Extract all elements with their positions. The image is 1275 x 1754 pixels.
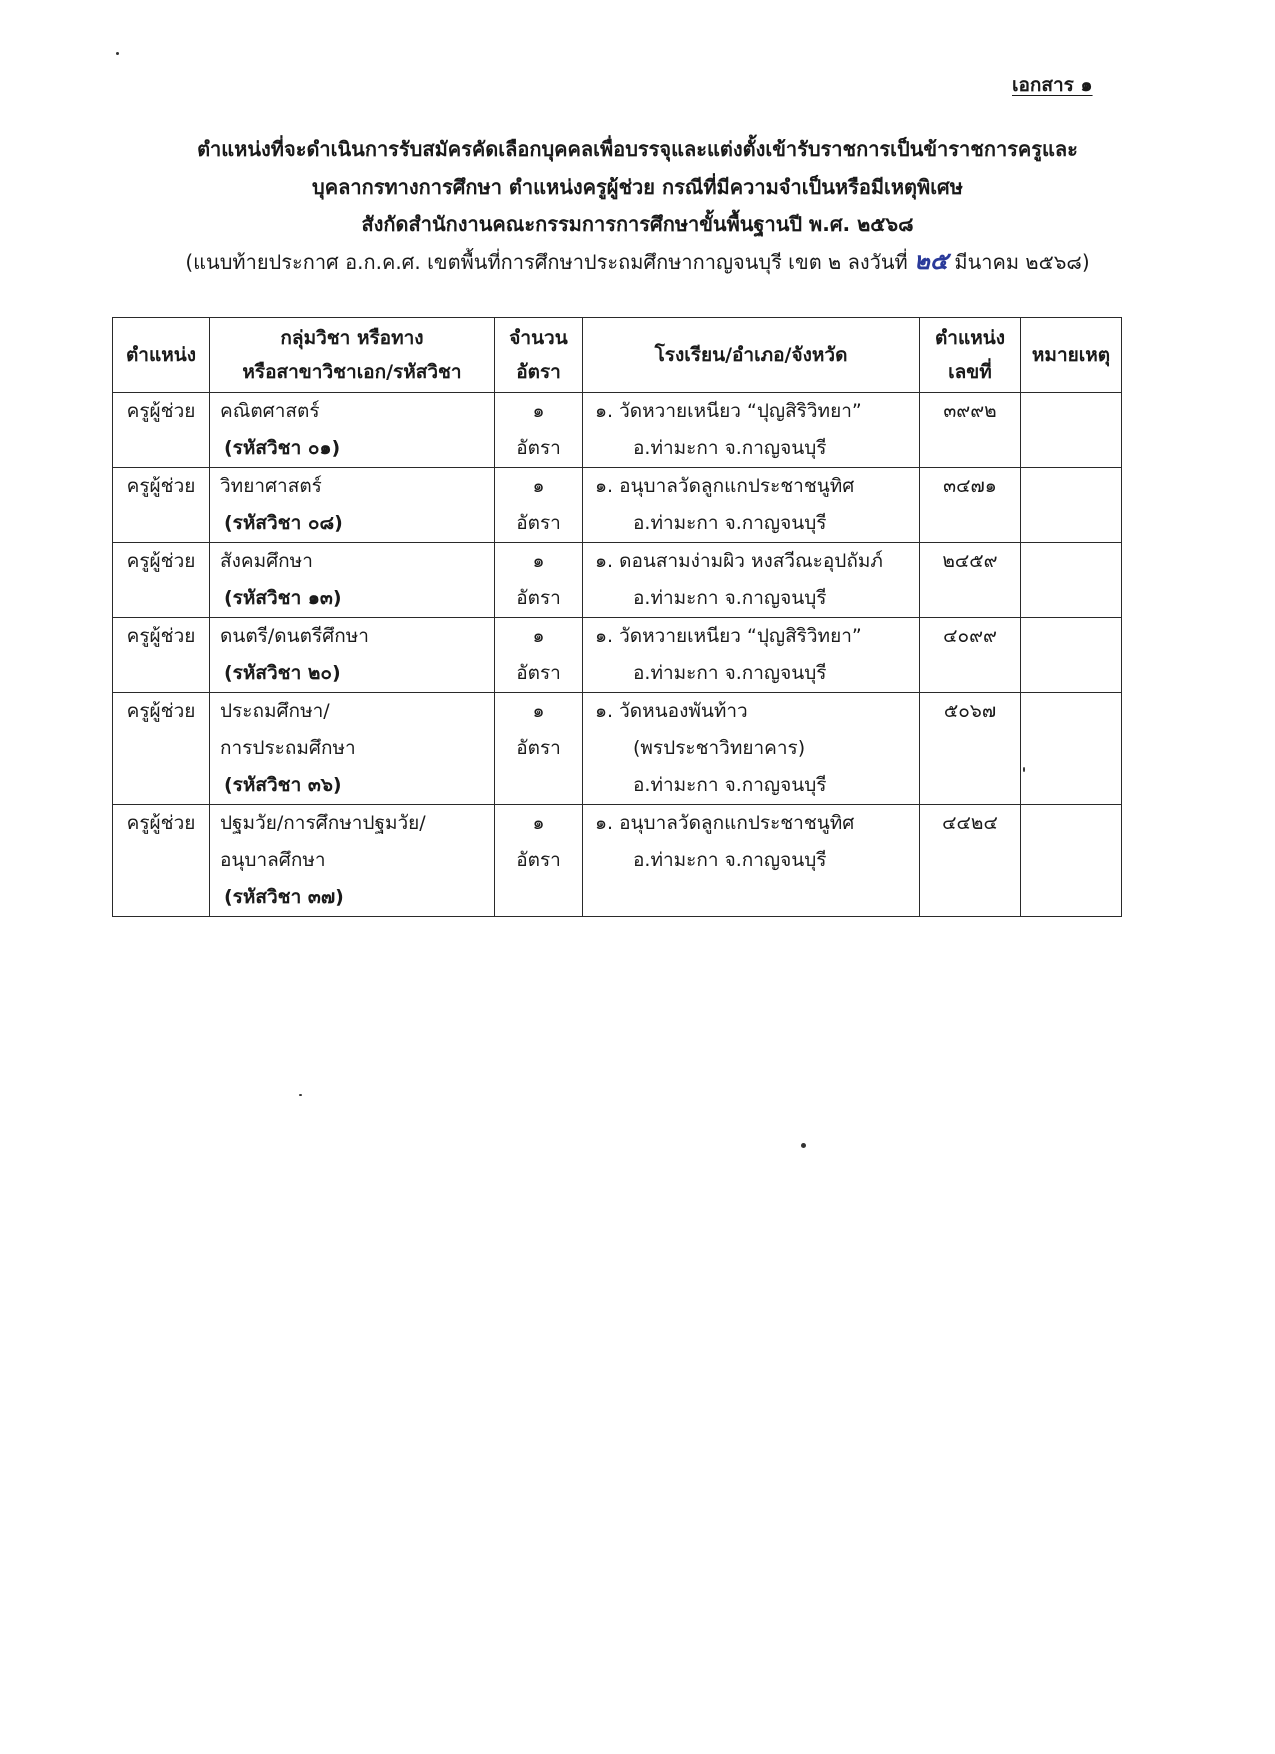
subject-name-cont: การประถมศึกษา <box>220 737 356 759</box>
subject-code: (รหัสวิชา ๑๓) <box>224 587 342 609</box>
count-cell <box>495 393 583 468</box>
school-cell <box>583 393 920 468</box>
subject-code: (รหัสวิชา ๒๐) <box>224 662 341 684</box>
subject-name: ประถมศึกษา/ <box>220 700 330 722</box>
school-name: ๑. วัดหนองพันท้าว <box>595 700 748 722</box>
count-cell <box>495 805 583 917</box>
school-name: ๑. ดอนสามง่ามผิว หงสวีณะอุปถัมภ์ <box>595 550 883 572</box>
document-label: เอกสาร ๑ <box>1012 74 1093 96</box>
subject-code: (รหัสวิชา ๓๗) <box>224 886 344 908</box>
header-note: หมายเหตุ <box>1021 318 1122 393</box>
header-school: โรงเรียน/อำเภอ/จังหวัด <box>583 318 920 393</box>
subject-cell <box>210 805 495 917</box>
count-value: ๑ <box>532 812 545 834</box>
title-line-3: สังกัดสำนักงานคณะกรรมการการศึกษาขั้นพื้นฐานปี พ.ศ. ๒๕๖๘ <box>361 212 914 236</box>
school-location: อ.ท่ามะกา จ.กาญจนบุรี <box>633 512 827 534</box>
scan-speck <box>801 1143 806 1148</box>
position-cell: ครูผู้ช่วย <box>113 543 210 618</box>
position-cell: ครูผู้ช่วย <box>113 693 210 805</box>
header-number-line-2: เลขที่ <box>948 361 992 383</box>
subject-cell <box>210 393 495 468</box>
school-cell <box>583 618 920 693</box>
title-line-2: บุคลากรทางการศึกษา ตำแหน่งครูผู้ช่วย กรณีที่มีความจำเป็นหรือมีเหตุพิเศษ <box>312 175 963 199</box>
subject-name-cont: อนุบาลศึกษา <box>220 849 326 871</box>
count-unit: อัตรา <box>516 437 561 459</box>
scan-speck <box>299 1094 302 1096</box>
scan-speck <box>1023 767 1025 772</box>
school-cell <box>583 805 920 917</box>
table-header-row <box>113 318 1122 393</box>
note-cell <box>1021 618 1122 693</box>
table-row <box>113 393 1122 468</box>
school-name-cont: (พรประชาวิทยาคาร) <box>633 737 806 759</box>
handwritten-date: ๒๕ <box>914 246 949 275</box>
school-cell <box>583 543 920 618</box>
count-value: ๑ <box>532 700 545 722</box>
school-name: ๑. วัดหวายเหนียว “ปุญสิริวิทยา” <box>595 400 862 422</box>
school-cell <box>583 468 920 543</box>
school-name: ๑. อนุบาลวัดลูกแกประชาชนูทิศ <box>595 812 855 834</box>
position-cell: ครูผู้ช่วย <box>113 468 210 543</box>
table-row <box>113 543 1122 618</box>
position-number-cell: ๓๙๙๒ <box>920 393 1021 468</box>
subject-code: (รหัสวิชา ๓๖) <box>224 774 342 796</box>
count-cell <box>495 693 583 805</box>
header-position: ตำแหน่ง <box>113 318 210 393</box>
header-count <box>495 318 583 393</box>
subject-name: ปฐมวัย/การศึกษาปฐมวัย/ <box>220 812 426 834</box>
announcement-month-year: มีนาคม ๒๕๖๘) <box>954 250 1090 274</box>
count-cell <box>495 618 583 693</box>
table-row <box>113 468 1122 543</box>
position-cell: ครูผู้ช่วย <box>113 618 210 693</box>
count-unit: อัตรา <box>516 849 561 871</box>
title-line-4 <box>100 246 1175 277</box>
position-number-cell: ๓๔๗๑ <box>920 468 1021 543</box>
position-cell: ครูผู้ช่วย <box>113 805 210 917</box>
note-cell <box>1021 393 1122 468</box>
subject-code: (รหัสวิชา ๐๘) <box>224 512 343 534</box>
count-value: ๑ <box>532 625 545 647</box>
table-row <box>113 693 1122 805</box>
count-unit: อัตรา <box>516 737 561 759</box>
note-cell <box>1021 805 1122 917</box>
subject-cell <box>210 693 495 805</box>
table-row <box>113 805 1122 917</box>
subject-name: คณิตศาสตร์ <box>220 400 320 422</box>
count-value: ๑ <box>532 400 545 422</box>
count-value: ๑ <box>532 475 545 497</box>
school-cell <box>583 693 920 805</box>
school-location: อ.ท่ามะกา จ.กาญจนบุรี <box>633 849 827 871</box>
school-location: อ.ท่ามะกา จ.กาญจนบุรี <box>633 774 827 796</box>
subject-code: (รหัสวิชา ๐๑) <box>224 437 341 459</box>
position-cell: ครูผู้ช่วย <box>113 393 210 468</box>
header-count-line-1: จำนวน <box>509 327 568 349</box>
school-name: ๑. อนุบาลวัดลูกแกประชาชนูทิศ <box>595 475 855 497</box>
count-unit: อัตรา <box>516 512 561 534</box>
title-line-1: ตำแหน่งที่จะดำเนินการรับสมัครคัดเลือกบุคคลเพื่อบรรจุและแต่งตั้งเข้ารับราชการเป็นข้าราชการครูและ <box>197 137 1078 161</box>
subject-cell <box>210 618 495 693</box>
count-unit: อัตรา <box>516 587 561 609</box>
note-cell <box>1021 693 1122 805</box>
header-subject <box>210 318 495 393</box>
position-number-cell: ๔๔๒๔ <box>920 805 1021 917</box>
header-subject-line-1: กลุ่มวิชา หรือทาง <box>280 327 424 349</box>
subject-name: สังคมศึกษา <box>220 550 313 572</box>
header-number-line-1: ตำแหน่ง <box>934 327 1006 349</box>
header-count-line-2: อัตรา <box>516 361 561 383</box>
position-number-cell: ๔๐๙๙ <box>920 618 1021 693</box>
count-unit: อัตรา <box>516 662 561 684</box>
subject-cell <box>210 543 495 618</box>
count-value: ๑ <box>532 550 545 572</box>
note-cell <box>1021 468 1122 543</box>
table-row <box>113 618 1122 693</box>
subject-name: ดนตรี/ดนตรีศึกษา <box>220 625 369 647</box>
announcement-ref: (แนบท้ายประกาศ อ.ก.ค.ศ. เขตพื้นที่การศึกษาประถมศึกษากาญจนบุรี เขต ๒ ลงวันที่ <box>185 250 908 274</box>
count-cell <box>495 543 583 618</box>
school-location: อ.ท่ามะกา จ.กาญจนบุรี <box>633 437 827 459</box>
note-cell <box>1021 543 1122 618</box>
subject-name: วิทยาศาสตร์ <box>220 475 322 497</box>
subject-cell <box>210 468 495 543</box>
header-subject-line-2: หรือสาขาวิชาเอก/รหัสวิชา <box>242 361 462 383</box>
count-cell <box>495 468 583 543</box>
position-number-cell: ๕๐๖๗ <box>920 693 1021 805</box>
school-location: อ.ท่ามะกา จ.กาญจนบุรี <box>633 587 827 609</box>
position-number-cell: ๒๔๕๙ <box>920 543 1021 618</box>
school-location: อ.ท่ามะกา จ.กาญจนบุรี <box>633 662 827 684</box>
positions-table <box>112 317 1122 917</box>
school-name: ๑. วัดหวายเหนียว “ปุญสิริวิทยา” <box>595 625 862 647</box>
header-position-number <box>920 318 1021 393</box>
scan-speck <box>116 52 119 55</box>
